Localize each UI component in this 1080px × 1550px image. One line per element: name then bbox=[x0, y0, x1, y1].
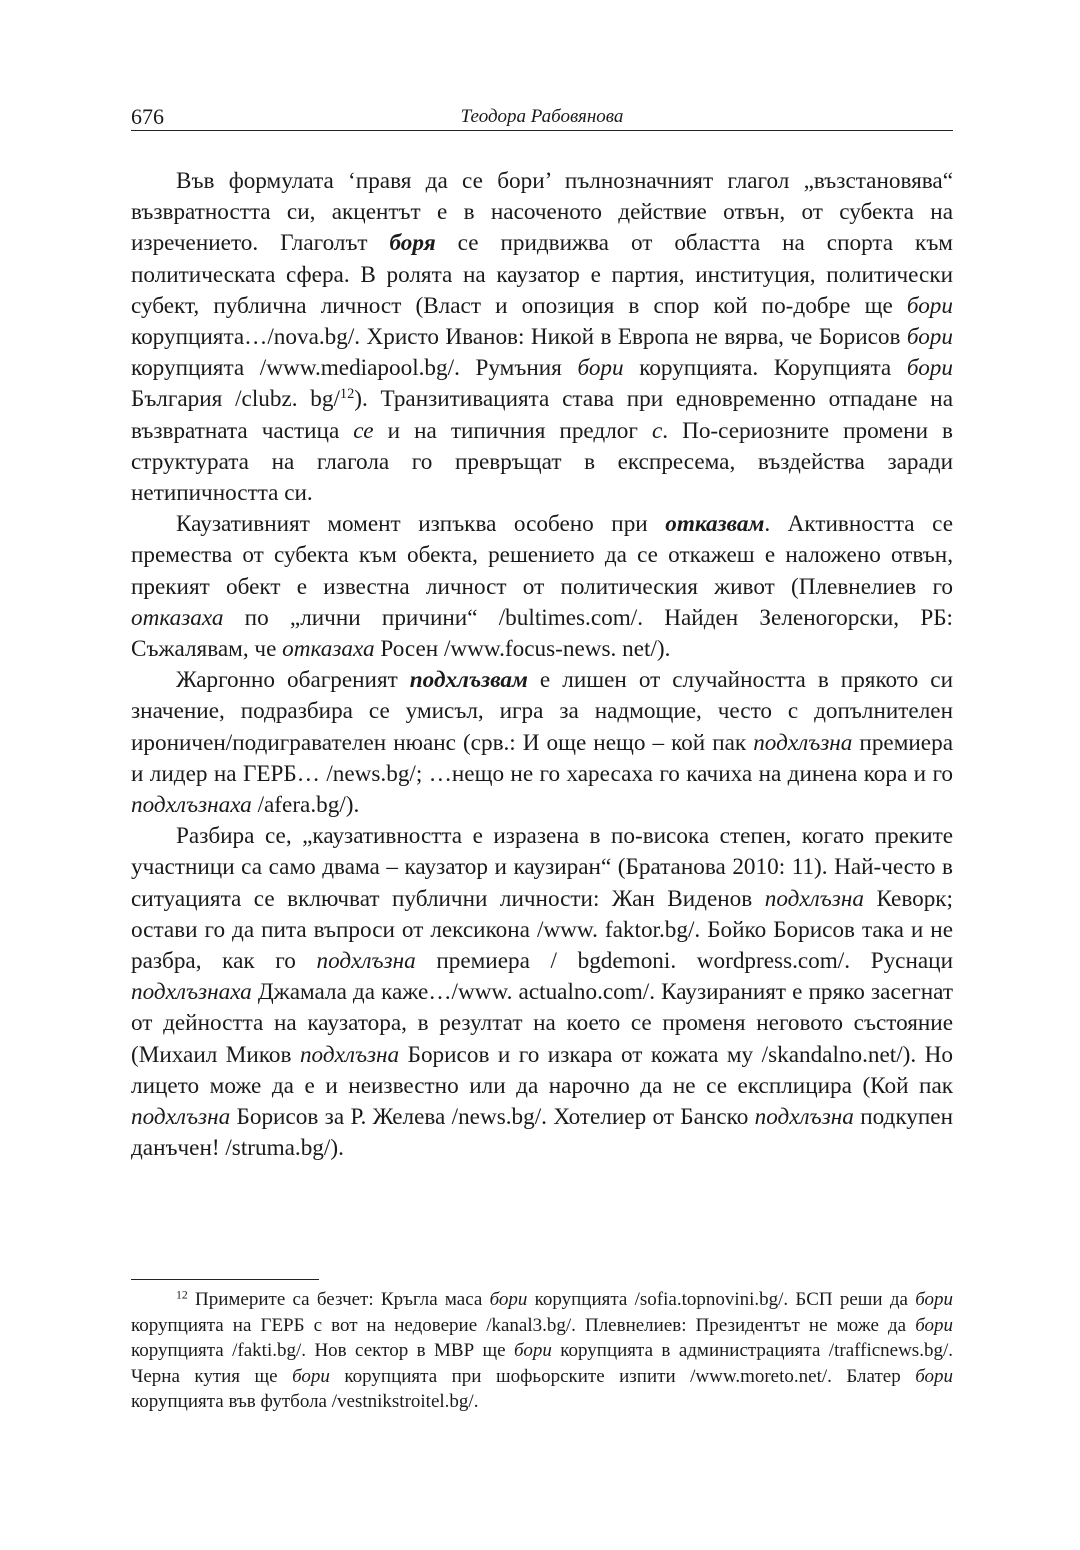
text-run: ). Транзитивацията става при едновременно отпадане на възвратната частица bbox=[131, 386, 953, 444]
italic-term: бори bbox=[514, 1340, 552, 1361]
text-run: корупцията на ГЕРБ с вот на недоверие /kanal3.bg/. Плевнелиев: Президентът не може да bbox=[131, 1314, 916, 1336]
text-run: по „лични причини“ /bultimes.com/. Найден Зеленогорски, РБ: Съжалявам, че bbox=[131, 604, 953, 663]
text-run: Джамала да каже…/www. actualno.com/. Каузираният е пряко засегнат от дейността на каузатора, в резултат на което се променя неговото състояние (Михаил Миков bbox=[131, 979, 953, 1068]
text-run: подкупен данъчен! /struma.bg/). bbox=[131, 1104, 953, 1162]
text-run: корупцията /sofia.topnovini.bg/. БСП реши да bbox=[527, 1289, 916, 1310]
bold-italic-term: боря bbox=[389, 230, 436, 257]
footnote-marker: 12 bbox=[339, 386, 355, 403]
text-run: корупцията /www.mediapool.bg/. Румъния bbox=[131, 355, 578, 382]
text-run: премиера / bgdemoni. wordpress.com/. Руснаци bbox=[415, 948, 953, 975]
page-header bbox=[131, 100, 953, 131]
italic-term: подхлъзна bbox=[299, 1041, 400, 1068]
italic-term: бори bbox=[292, 1365, 330, 1387]
text-run: Каузативният момент изпъква особено при bbox=[176, 511, 666, 538]
text-run: и на типичния предлог bbox=[373, 417, 652, 444]
footnote-divider bbox=[131, 1279, 319, 1280]
text-run: . По-сериозните промени в структурата на глагола го превръщат в експресема, въздейства заради нетипичността си. bbox=[131, 417, 954, 507]
italic-term: подхлъзна bbox=[131, 1104, 231, 1131]
bold-italic-term: отказвам bbox=[665, 511, 765, 538]
italic-term: бори bbox=[489, 1289, 528, 1310]
italic-term: подхлъзна bbox=[754, 1104, 854, 1131]
italic-term: бори bbox=[906, 324, 953, 351]
paragraph-3 bbox=[131, 665, 953, 821]
bold-italic-term: подхлъзвам bbox=[409, 667, 528, 694]
text-run: Разбира се, „каузативността е изразена в по-висока степен, когато преките участници са само двама – каузатор и каузиран“ (Братанова 2010: 11). Най-често в ситуацията се включват публични личности: Жан Виденов bbox=[131, 823, 953, 912]
body-text bbox=[131, 166, 953, 1165]
paragraph-2 bbox=[131, 509, 953, 665]
text-run: корупцията /fakti.bg/. Нов сектор в МВР ще bbox=[131, 1340, 515, 1361]
paragraph-4 bbox=[131, 821, 953, 1164]
footnote-12 bbox=[131, 1287, 953, 1415]
italic-term: се bbox=[353, 417, 374, 444]
italic-term: подхлъзнаха bbox=[131, 979, 252, 1006]
italic-term: подхлъзна bbox=[316, 948, 416, 975]
text-run: . Активността се премества от субекта към обекта, решението да се откажеш е наложено отвън, прекият обект е известна личност от политическия живот (Плевнелиев го bbox=[131, 511, 953, 600]
text-run: Росен /www.focus-news. net/). bbox=[374, 636, 671, 663]
text-run: /afera.bg/). bbox=[251, 792, 360, 819]
text-run: Борисов за Р. Желева /news.bg/. Хотелиер от Банско bbox=[230, 1104, 755, 1131]
text-run: Жаргонно обагреният bbox=[176, 667, 410, 694]
text-run: корупцията във футбола /vestnikstroitel.bg/. bbox=[131, 1391, 479, 1412]
italic-term: подхлъзнаха bbox=[131, 792, 252, 819]
text-run: Кеворк; остави го да пита въпроси от лексикона /www. faktor.bg/. Бойко Борисов така и не разбра, как го bbox=[131, 885, 953, 975]
text-run: премиера и лидер на ГЕРБ… /news.bg/; …нещо не го харесаха го качиха на динена кора и го bbox=[131, 729, 953, 787]
italic-term: бори bbox=[906, 292, 953, 319]
text-run: корупцията при шофьорските изпити /www.moreto.net/. Блатер bbox=[329, 1365, 916, 1387]
text-run: Във формулата ‘правя да се бори’ пълнозначният глагол „възстановява“ възвратността си, акцентът е в насоченото действие отвън, от субекта на изречението. Глаголът bbox=[131, 168, 953, 257]
text-run: корупцията…/nova.bg/. Христо Иванов: Никой в Европа не вярва, че Борисов bbox=[131, 324, 907, 351]
text-run: Борисов и го изкара от кожата му /skandalno.net/). Но лицето може да е и неизвестно или да нарочно да не се експлицира (Кой пак bbox=[131, 1041, 954, 1099]
italic-term: бори bbox=[915, 1314, 953, 1336]
text-run: Примерите са безчет: Кръгла маса bbox=[187, 1289, 490, 1310]
italic-term: бори bbox=[915, 1289, 953, 1310]
italic-term: бори bbox=[906, 355, 953, 382]
page-number: 676 bbox=[131, 104, 164, 129]
text-run: корупцията в администрацията /trafficnews.bg/. Черна кутия ще bbox=[131, 1340, 953, 1387]
text-run: е лишен от случайността в прякото си значение, подразбира се умисъл, игра за надмощие, често с допълнителен ироничен/подигравателен нюанс (срв.: И още нещо – кой пак bbox=[131, 667, 953, 756]
paragraph-1 bbox=[131, 166, 953, 509]
italic-term: подхлъзна bbox=[764, 885, 864, 912]
text-run: се придвижва от областта на спорта към политическата сфера. В ролята на каузатор е партия, институция, политически субект, публична личност (Власт и опозиция в спор кой по-добре ще bbox=[131, 230, 953, 319]
footnote-marker: 12 bbox=[176, 1288, 188, 1302]
italic-term: подхлъзна bbox=[753, 729, 853, 756]
running-title: Теодора Рабовянова bbox=[460, 106, 624, 127]
italic-term: бори bbox=[577, 355, 624, 382]
italic-term: отказаха bbox=[131, 604, 224, 631]
italic-term: бори bbox=[915, 1365, 953, 1387]
text-run: корупцията. Корупцията bbox=[623, 355, 907, 382]
italic-term: отказаха bbox=[282, 636, 375, 663]
text-run: България /clubz. bg/ bbox=[131, 386, 340, 413]
italic-term: с bbox=[651, 417, 663, 444]
